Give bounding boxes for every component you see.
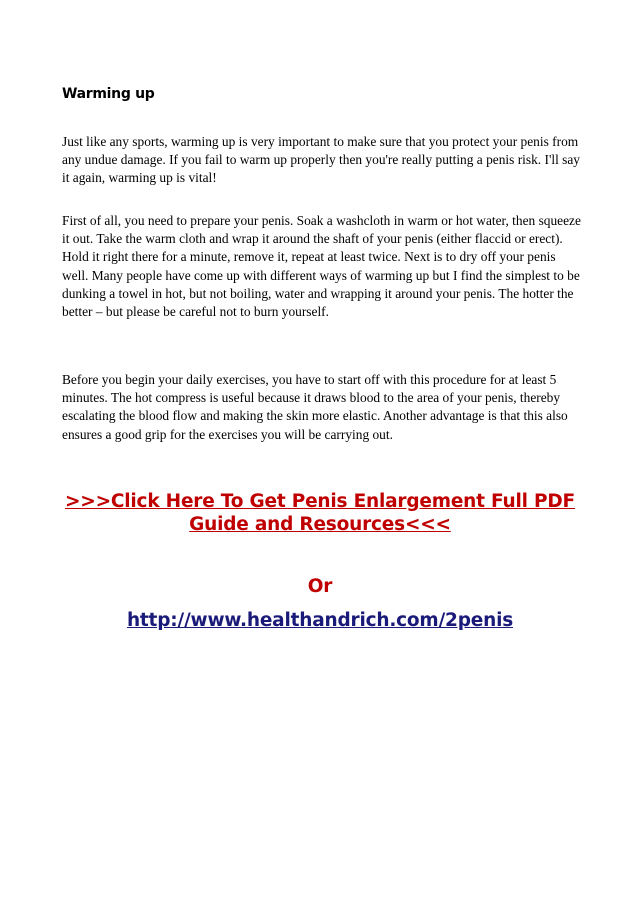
paragraph-intro: Just like any sports, warming up is very important to make sure that you protect your penis from any undue damage. If you fail to warm up properly then you're really putting a penis risk. I'll say it again, warming up is vital! (62, 134, 580, 186)
or-separator: Or (307, 576, 333, 597)
website-url-link[interactable]: http://www.healthandrich.com/2penis (126, 610, 514, 631)
guide-download-link[interactable]: >>>Click Here To Get Penis Enlargement Full PDF Guide and Resources<<< (64, 491, 575, 535)
paragraph-benefits: Before you begin your daily exercises, you have to start off with this procedure for at least 5 minutes. The hot compress is useful because it draws blood to the area of your penis, thereby escalating the blood flow and making the skin more elastic. Another advantage is that this also ensures a good grip for the exercises you will be carrying out. (62, 372, 568, 442)
section-heading: Warming up (62, 86, 155, 102)
paragraph-instructions: First of all, you need to prepare your penis. Soak a washcloth in warm or hot water, then squeeze it out. Take the warm cloth and wrap it around the shaft of your penis (either flaccid or erect). Hold it right there for a minute, remove it, repeat at least twice. Next is to dry off your penis well. Many people have come up with different ways of warming up but I find the simplest to be dunking a towel in hot, but not boiling, water and wrapping it around your penis. The hotter the better – but please be careful not to burn yourself. (62, 213, 581, 320)
